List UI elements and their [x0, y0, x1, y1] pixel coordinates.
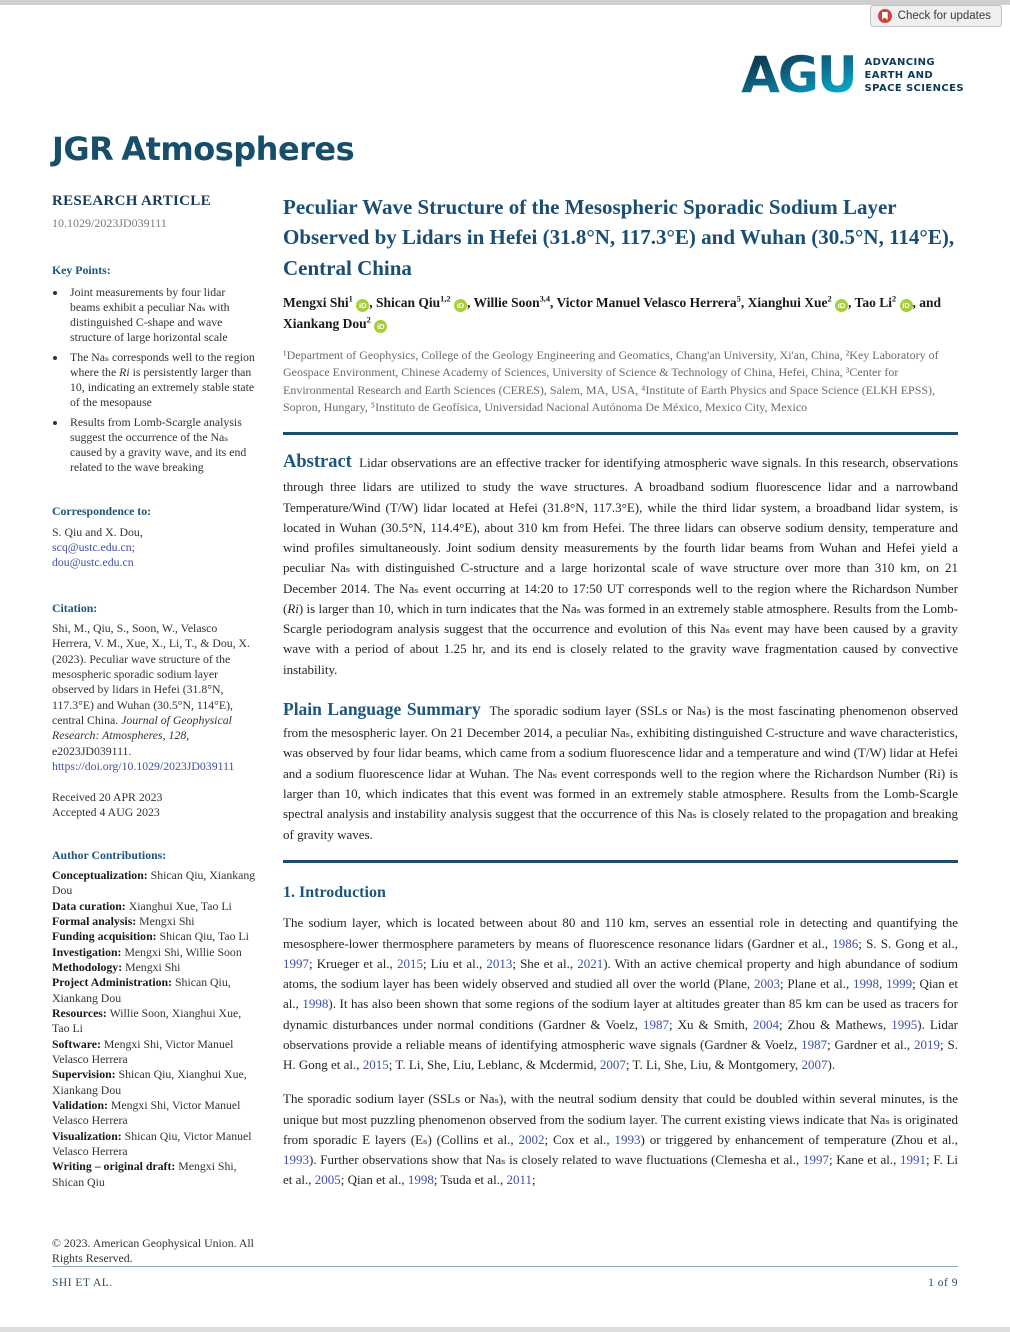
article-main	[283, 192, 958, 1267]
contribution-row	[52, 945, 258, 960]
section-divider	[283, 432, 958, 436]
orcid-icon[interactable]: iD	[835, 299, 848, 312]
text-segment: ). Further observations show that Naₛ is closely related to wave fluctuations (Clemesha et al.,	[309, 1152, 803, 1168]
received-date: Received 20 APR 2023	[52, 790, 163, 805]
citation-link[interactable]: 1993	[283, 1152, 309, 1168]
dates-block	[52, 790, 258, 821]
text-segment: ;	[531, 1172, 536, 1188]
text-segment: ).	[827, 1057, 836, 1073]
abstract-paragraph	[283, 448, 958, 680]
citation-link[interactable]: 2007	[801, 1057, 828, 1073]
text-segment: , Xianghui Xue	[740, 295, 828, 311]
text-segment: ). It has also been shown that some regions of the sodium layer at altitudes greater than 85 km can be used as tracers for dynamic disturbances under normal conditions (Gardner & Voelz,	[283, 996, 958, 1032]
photo-edge-bottom	[0, 1327, 1010, 1332]
photo-edge-top	[0, 0, 1010, 5]
citation-link[interactable]: 1999	[886, 976, 913, 992]
contribution-names: Willie Soon, Xianghui Xue, Tao Li	[52, 1006, 242, 1036]
text-segment: ; She et al.,	[512, 955, 578, 971]
sidebar	[52, 192, 258, 1267]
contribution-row	[52, 1006, 258, 1037]
section-divider	[283, 860, 958, 864]
text-segment: The sodium layer, which is located between about 80 and 110 km, serves an essential role in detecting and quantifying the mesosphere-lower thermosphere parameters by means of fluorescence resonance lidars (Gardner et al.,	[283, 915, 958, 951]
citation-link[interactable]: 2002	[518, 1131, 545, 1147]
introduction-paragraph	[283, 1089, 958, 1190]
contribution-role: Formal analysis:	[52, 914, 137, 929]
contribution-role: Supervision:	[52, 1067, 116, 1082]
orcid-icon[interactable]: iD	[900, 299, 913, 312]
superscript-text: 2	[827, 294, 832, 304]
contribution-role: Validation:	[52, 1098, 108, 1113]
agu-tagline-line: SPACE SCIENCES	[864, 83, 964, 95]
check-for-updates-button[interactable]	[870, 5, 1002, 27]
text-segment: , and Xiankang Dou	[283, 295, 942, 331]
contribution-row	[52, 975, 258, 1006]
superscript-text: 2	[366, 315, 371, 325]
contribution-row	[52, 1037, 258, 1068]
author-contributions-heading: Author Contributions:	[52, 847, 167, 862]
citation-link[interactable]: 1987	[801, 1036, 828, 1052]
contribution-role: Data curation:	[52, 898, 126, 913]
contribution-role: Software:	[52, 1036, 101, 1051]
citation-link[interactable]: 2015	[362, 1057, 389, 1073]
contribution-role: Investigation:	[52, 944, 122, 959]
contribution-row	[52, 868, 258, 899]
orcid-icon[interactable]: iD	[374, 320, 387, 333]
citation-link[interactable]: 2013	[486, 955, 513, 971]
italic-text: Ri	[119, 365, 130, 380]
email-link[interactable]: dou@ustc.edu.cn	[52, 555, 134, 570]
superscript-text: 2	[891, 294, 897, 304]
contribution-names: Xianghui Xue, Tao Li	[128, 898, 232, 913]
contribution-row	[52, 960, 258, 975]
article-type-label: RESEARCH ARTICLE	[52, 193, 211, 209]
key-points-list	[52, 285, 258, 474]
text-segment: ). With an active chemical property and high abundance of sodium atoms, the sodium layer has been widely observed and studied all over the world (Plane,	[283, 955, 958, 992]
orcid-icon[interactable]: iD	[454, 299, 467, 312]
plain-language-summary-paragraph	[283, 696, 958, 845]
citation-link[interactable]: 1998	[302, 996, 329, 1012]
author-contributions-list	[52, 868, 258, 1190]
doi-text: 10.1029/2023JD039111	[52, 215, 167, 230]
affiliations-text: ¹Department of Geophysics, College of the Geology Engineering and Geomatics, Chang'an University, Xi'an, China, ²Key Laboratory of Geospace Environment, Chinese Academy of Sciences, University of Science & Technology of China, Hefei, China, ³Center for Environmental Research and Earth Sciences (CERES), Salem, MA, USA, ⁴Institute of Earth Physics and Space Science (ELKH EPSS), Sopron, Hungary, ⁵Instituto de Geofísica, Universidad Nacional Autónoma De México, Mexico City, Mexico	[283, 347, 939, 415]
text-segment	[896, 295, 899, 310]
contribution-names: Mengxi Shi, Shican Qiu	[52, 1159, 237, 1189]
agu-logo	[741, 46, 964, 104]
contribution-names: Shican Qiu, Xianghui Xue, Xiankang Dou	[52, 1067, 247, 1097]
text-segment: Shi, M., Qiu, S., Soon, W., Velasco Herrera, V. M., Xue, X., Li, T., & Dou, X. (2023). Peculiar wave structure of the mesospheric sporadic sodium layer observed by lidars in Hefei (31.8°N, 117.3°E) and Wuhan (30.5°N, 114°E), central China.	[52, 620, 251, 727]
plain-language-summary-heading: Plain Language Summary	[283, 698, 481, 719]
text-segment: ; Krueger et al.,	[309, 955, 397, 971]
text-segment: Lidar observations are an effective tracker for identifying atmospheric wave signals. In this research, observations through three lidars are utilized to study the wave structures. A broadband sodium fluorescence lidar and a narrowband Temperature/Wind (T/W) lidar located at Hefei (31.8°N, 117.3°E), while the third lidar system, a broadband lidar system, is located in Wuhan (30.5°N, 114.4°E), about 310 km from Hefei. The three lidars can observe sodium density, temperature and wind profiles simultaneously. Joint sodium density measurements by the fourth lidar beams from Wuhan and Hefei yield a peculiar Naₛ with distinguished C-structure and a large horizontal scale of wave structure over more than 310 km, on 21 December 2014. The Naₛ event occurring at 14:20 to 17:50 UT corresponds well to the region where the Richardson Number (	[283, 455, 958, 616]
citation-link[interactable]: 2021	[577, 955, 604, 971]
citation-link[interactable]: 1995	[891, 1016, 918, 1032]
citation-link[interactable]: https://doi.org/10.1029/2023JD039111	[52, 758, 235, 773]
contribution-row	[52, 929, 258, 944]
running-head: SHI ET AL.	[52, 1277, 113, 1289]
contribution-role: Methodology:	[52, 960, 123, 975]
key-point	[67, 350, 258, 409]
contribution-names: Shican Qiu, Victor Manuel Velasco Herrera	[52, 1128, 252, 1159]
content	[52, 192, 958, 1267]
citation-link[interactable]: 2019	[914, 1036, 941, 1052]
text-segment: is persistently larger than 10, indicating an extremely stable state of the mesopause	[70, 365, 255, 409]
text-segment: ; S. S. Gong et al.,	[858, 935, 958, 951]
page-footer	[52, 1266, 958, 1289]
contribution-row	[52, 914, 258, 929]
contribution-names: Shican Qiu, Xiankang Dou	[52, 975, 231, 1005]
text-segment: , Willie Soon	[466, 295, 540, 311]
text-segment: ; Kane et al.,	[828, 1152, 901, 1168]
agu-tagline	[865, 56, 964, 95]
citation-link[interactable]: 2007	[599, 1057, 626, 1073]
article-title: Peculiar Wave Structure of the Mesospheric Sporadic Sodium Layer Observed by Lidars in Hefei (31.8°N, 117.3°E) and Wuhan (30.5°N, 114°E), Central China	[283, 195, 955, 280]
text-segment: ; Qian et al.,	[283, 976, 959, 1012]
copyright-notice: © 2023. American Geophysical Union. All Rights Reserved.	[52, 1236, 254, 1266]
key-point	[67, 415, 258, 474]
contribution-names: Mengxi Shi, Willie Soon	[124, 944, 242, 959]
citation-link[interactable]: 2015	[396, 955, 423, 971]
text-segment: Mengxi Shi	[283, 295, 349, 311]
text-segment: The sporadic sodium layer (SSLs or Naₛ), with the neutral sodium density that could be doubled within several minutes, is the unique but most puzzling phenomenon observed from the sodium layer. The current existing views indicate that Naₛ is originated from sporadic E layers (Eₛ) (Collins et al.,	[283, 1091, 958, 1147]
italic-text: Ri	[287, 600, 299, 616]
citation-link[interactable]: 2004	[753, 1016, 780, 1032]
text-segment: ) or triggered by enhancement of temperature (Zhou et al.,	[640, 1131, 959, 1147]
citation-link[interactable]: 1986	[832, 935, 859, 951]
agu-acronym: AGU	[741, 46, 856, 104]
plain-language-summary-text	[283, 703, 958, 842]
contribution-role: Project Administration:	[52, 975, 173, 990]
superscript-text: 3,4	[539, 294, 551, 304]
superscript-text: 1,2	[440, 294, 451, 304]
text-segment: The sporadic sodium layer (SSLs or Naₛ) is the most fascinating phenomenon observed from the mesospheric layer. On 21 December 2014, a peculiar Naₛ, exhibiting distinguished C-structure and wave characteristics, was observed by four lidar beams, which came from a sodium fluorescence lidar and a temperature and wind (T/W) lidar at Hefei and a sodium fluorescence lidar at Wuhan. The Naₛ event corresponds well to the region where the Richardson Number (Ri) is larger than 10, which indicates that this event was formed in an extremely stable atmosphere. Results from the Lomb-Scargle spectral analysis and instability analysis suggest that the occurrence of this Naₛ is closely related to the propagation and breaking of gravity waves.	[283, 702, 958, 842]
contribution-role: Resources:	[52, 1006, 107, 1021]
introduction-paragraph	[283, 913, 958, 1075]
citation-link[interactable]: 1998	[407, 1172, 434, 1188]
key-points-heading: Key Points:	[52, 263, 111, 278]
citation-link[interactable]: 1993	[614, 1131, 641, 1147]
contribution-role: Visualization:	[52, 1128, 122, 1143]
text-segment: , Shican Qiu	[369, 295, 441, 311]
contribution-names: Shican Qiu, Tao Li	[159, 929, 249, 944]
contribution-names: Shican Qiu, Xiankang Dou	[52, 868, 256, 898]
journal-brand-acronym: JGR	[52, 130, 114, 168]
citation-link[interactable]: 1987	[642, 1016, 669, 1032]
crossmark-icon	[878, 9, 892, 23]
citation-link[interactable]: 2003	[754, 976, 780, 992]
contribution-row	[52, 1098, 258, 1129]
authors-line	[283, 293, 958, 334]
text-segment: ; F. Li et al.,	[283, 1152, 959, 1188]
citation-text	[52, 621, 258, 774]
superscript-text: 5	[736, 294, 741, 304]
contribution-row	[52, 1159, 258, 1190]
text-segment: ; Cox et al.,	[544, 1131, 615, 1147]
citation-link[interactable]: 2005	[314, 1172, 341, 1188]
citation-link[interactable]: 2011	[506, 1172, 532, 1188]
text-segment: ; Plane et al.,	[780, 976, 854, 992]
contribution-role: Conceptualization:	[52, 868, 148, 883]
text-segment: ). Lidar observations provide a reliable means of identifying atmospheric wave signals (Gardner & Voelz,	[283, 1016, 958, 1052]
contribution-names: Mengxi Shi	[125, 960, 181, 975]
journal-brand	[52, 130, 354, 168]
contribution-names: Mengxi Shi, Victor Manuel Velasco Herrera	[52, 1098, 241, 1128]
abstract-heading: Abstract	[283, 452, 352, 473]
text-segment: ; Zhou & Mathews,	[779, 1016, 892, 1032]
text-segment: ; Tsuda et al.,	[433, 1172, 507, 1188]
text-segment: ; S. H. Gong et al.,	[283, 1036, 958, 1073]
page-number: 1 of 9	[928, 1277, 958, 1289]
agu-tagline-line: EARTH AND	[864, 70, 934, 82]
superscript-text: 1	[348, 294, 353, 304]
text-segment: ; T. Li, She, Liu, Leblanc, & Mcdermid,	[388, 1057, 600, 1073]
abstract-text	[283, 455, 958, 676]
contribution-row	[52, 1067, 258, 1098]
check-for-updates-label: Check for updates	[897, 10, 991, 22]
accepted-date: Accepted 4 AUG 2023	[52, 805, 160, 820]
text-segment: , Victor Manuel Velasco Herrera	[550, 295, 737, 311]
text-segment: ; Xu & Smith,	[668, 1016, 754, 1032]
text-segment: Results from Lomb-Scargle analysis suggest the occurrence of the Naₛ caused by a gravity wave, and its end related to the wave breaking	[70, 415, 247, 474]
contribution-row	[52, 1129, 258, 1160]
italic-text: Journal of Geophysical Research: Atmospheres, 128,	[52, 712, 232, 743]
correspondence-names: S. Qiu and X. Dou,	[52, 524, 143, 539]
citation-link[interactable]: 1997	[283, 955, 309, 971]
contribution-role: Funding acquisition:	[52, 929, 157, 944]
contribution-names: Mengxi Shi, Victor Manuel Velasco Herrera	[52, 1036, 234, 1067]
contribution-names: Mengxi Shi	[139, 914, 195, 929]
email-link[interactable]: scq@ustc.edu.cn;	[52, 539, 135, 554]
text-segment: ; Gardner et al.,	[827, 1036, 915, 1052]
citation-link[interactable]: 1998	[853, 976, 880, 992]
text-segment: ; T. Li, She, Liu, & Montgomery,	[625, 1057, 802, 1073]
introduction-heading: 1. Introduction	[283, 884, 386, 902]
text-segment: , Tao Li	[848, 295, 892, 311]
orcid-icon[interactable]: iD	[356, 299, 369, 312]
correspondence-heading: Correspondence to:	[52, 504, 152, 519]
citation-link[interactable]: 1997	[802, 1152, 829, 1168]
citation-heading: Citation:	[52, 600, 98, 615]
citation-link[interactable]: 1991	[900, 1152, 927, 1168]
text-segment: ; Liu et al.,	[422, 955, 487, 971]
text-segment: ) is larger than 10, which in turn indicates that the Naₛ was formed in an extremely stable atmosphere. Results from the Lomb-Scargle periodogram analysis suggest that the occurrence and evolution of this Naₛ event may have been caused by a gravity wave with a period of about 1.25 hr, and its end is closely related to the gravity wave fragmentation caused by convective instability.	[283, 600, 958, 677]
key-point	[67, 285, 258, 344]
text-segment: ; Qian et al.,	[340, 1172, 408, 1188]
text-segment: The Naₛ corresponds well to the region where the	[70, 350, 255, 380]
journal-brand-name: Atmospheres	[121, 130, 355, 168]
contribution-role: Writing – original draft:	[52, 1159, 176, 1174]
text-segment: Joint measurements by four lidar beams exhibit a peculiar Naₛ with distinguished C-shape and wave structure of large horizontal scale	[70, 285, 230, 344]
agu-tagline-line: ADVANCING	[864, 57, 935, 69]
text-segment: e2023JD039111.	[52, 743, 132, 758]
contribution-row	[52, 899, 258, 914]
text-segment: ,	[879, 976, 887, 992]
